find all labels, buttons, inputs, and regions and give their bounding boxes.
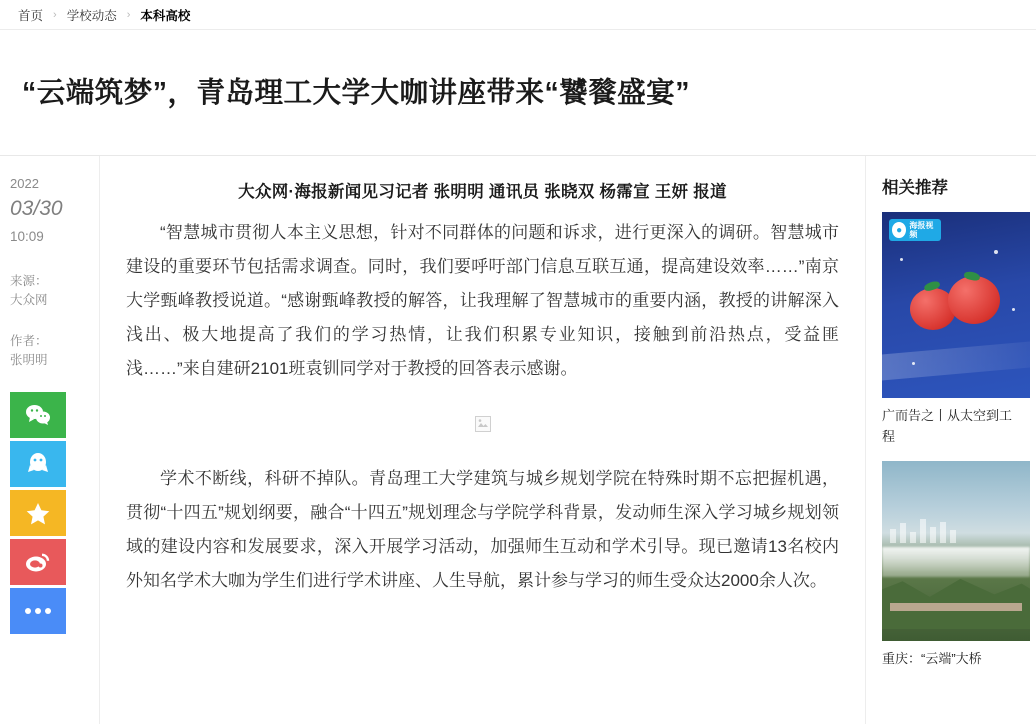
publish-time: 10:09 — [10, 229, 44, 245]
breadcrumb-item-school-news[interactable]: 学校动态 — [66, 8, 117, 23]
author-value: 张明明 — [10, 353, 48, 368]
share-favorite-button[interactable] — [10, 490, 66, 536]
recommend-rail — [866, 156, 1036, 724]
author-label: 作者： — [10, 334, 48, 349]
logo-mark-icon: ● — [892, 222, 906, 238]
article-paragraph: 学术不断线，科研不掉队。青岛理工大学建筑与城乡规划学院在特殊时期不忘把握机遇，贯彻“十四五”规划纲要，融合“十四五”规划理念与学院学科背景，发动师生深入学习城乡规划领域的建设内容和发展要求，深入开展学习活动，加强师生互动和学术引导。现已邀请13名校内外知名学术大咖为学生们进行学术讲座、人生导航，累计参与学习的师生受众达2000余人次。 — [126, 469, 839, 591]
breadcrumb — [0, 0, 1036, 30]
logo-text: 海报视频 — [909, 221, 934, 240]
recommend-card[interactable] — [882, 212, 1024, 447]
breadcrumb-separator-icon: › — [53, 8, 57, 21]
recommend-title: 相关推荐 — [882, 179, 948, 198]
more-dots-icon — [25, 608, 51, 614]
article-byline: 大众网·海报新闻见习记者 张明明 通讯员 张晓双 杨霈宣 王妍 报道 — [238, 183, 727, 202]
star-dot-icon — [994, 250, 998, 254]
article-content — [100, 156, 866, 724]
share-weibo-button[interactable] — [10, 539, 66, 585]
share-button-list — [10, 392, 66, 634]
source-block — [10, 272, 99, 310]
poster-ribbon — [882, 342, 1030, 381]
breadcrumb-item-undergraduate[interactable]: 本科高校 — [140, 8, 191, 23]
share-qq-button[interactable] — [10, 441, 66, 487]
share-more-button[interactable] — [10, 588, 66, 634]
publish-year: 2022 — [10, 176, 39, 192]
meta-rail — [0, 156, 100, 724]
recommend-thumbnail[interactable] — [882, 461, 1030, 641]
share-wechat-button[interactable] — [10, 392, 66, 438]
content-body — [0, 156, 1036, 724]
star-dot-icon — [1012, 308, 1015, 311]
publish-date: 03/30 — [10, 197, 63, 221]
recommend-caption[interactable]: 重庆：“云端”大桥 — [882, 651, 982, 667]
star-icon — [26, 502, 50, 525]
cloud-band — [882, 547, 1030, 577]
tomato-illustration — [908, 274, 1004, 344]
title-section — [0, 30, 1036, 156]
source-value: 大众网 — [10, 293, 48, 308]
recommend-card[interactable] — [882, 461, 1024, 669]
wechat-icon — [25, 404, 51, 426]
breadcrumb-separator-icon: › — [126, 8, 131, 21]
article-inline-image — [126, 416, 839, 436]
star-dot-icon — [900, 258, 903, 261]
skyline-illustration — [888, 517, 958, 543]
recommend-thumbnail[interactable] — [882, 212, 1030, 398]
mountain-ridge — [882, 569, 1030, 629]
author-block — [10, 332, 99, 370]
broken-image-icon — [475, 416, 491, 432]
qq-penguin-icon — [27, 452, 49, 476]
recommend-caption[interactable]: 广而告之丨从太空到工程 — [882, 408, 1013, 445]
article-paragraph: “智慧城市贯彻人本主义思想，针对不同群体的问题和诉求，进行更深入的调研。智慧城市建设的重要环节包括需求调查。同时，我们要呼吁部门信息互联互通，提高建设效率……”南京大学甄峰教授说道。“感谢甄峰教授的解答，让我理解了智慧城市的重要内涵，教授的讲解深入浅出、极大地提高了我们的学习热情，让我们积累专业知识，接触到前沿热点，受益匪浅……”来自建研2101班袁钏同学对于教授的回答表示感谢。 — [126, 223, 839, 379]
weibo-icon — [25, 551, 51, 573]
breadcrumb-item-home[interactable]: 首页 — [18, 8, 44, 23]
bridge-deck — [890, 603, 1022, 611]
haibao-video-logo-icon — [889, 219, 941, 241]
source-label: 来源： — [10, 274, 48, 289]
page-title: “云端筑梦”，青岛理工大学大咖讲座带来“饕餮盛宴” — [22, 77, 691, 110]
